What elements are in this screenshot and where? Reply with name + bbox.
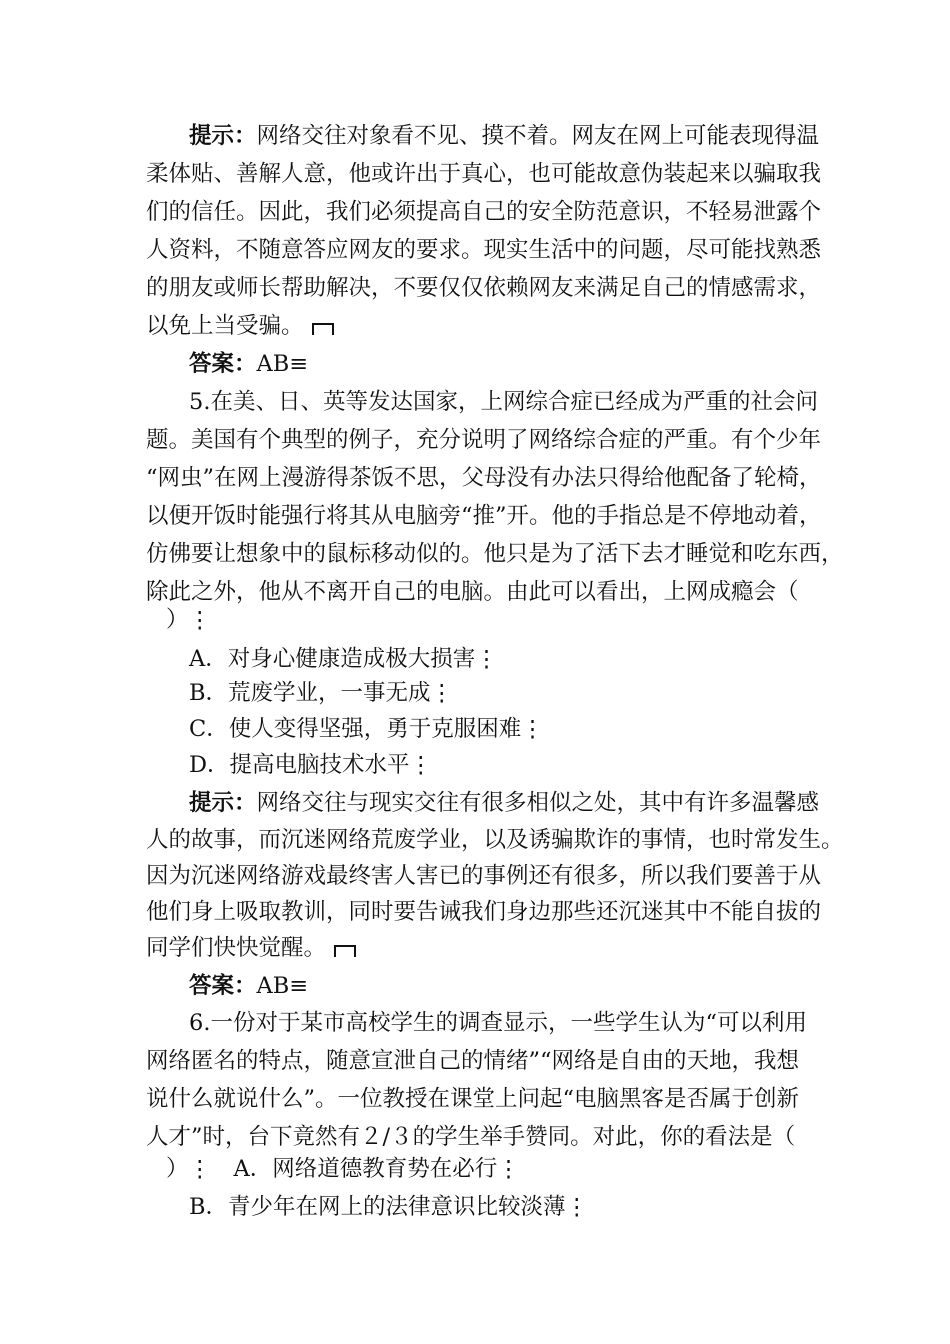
q5-option-b: B．荒废学业，一事无成⋮ <box>189 680 454 706</box>
answer2-value: AB≡ <box>256 973 309 999</box>
answer1-label: 答案： <box>189 351 257 377</box>
q5-line-7: ）⋮ <box>166 607 212 633</box>
paragraph-mark-icon <box>334 945 356 957</box>
q6-line-4: 人才”时，台下竟然有２/３的学生举手赞同。对此，你的看法是（ <box>146 1124 796 1150</box>
hint1-line-1: 提示：网络交往对象看不见、摸不着。网友在网上可能表现得温 <box>189 123 820 149</box>
q5-option-c: C．使人变得坚强，勇于克服困难⋮ <box>189 716 544 742</box>
hint1-line-2: 柔体贴、善解人意，他或许出于真心，也可能故意伪装起来以骗取我 <box>146 161 822 187</box>
q5-line-3: “网虫”在网上漫游得茶饭不思，父母没有办法只得给他配备了轮椅， <box>146 465 822 491</box>
paragraph-mark-icon <box>312 323 334 335</box>
hint1-label: 提示： <box>189 123 257 149</box>
q6-line-1: 6.一份对于某市高校学生的调查显示，一些学生认为“可以利用 <box>189 1010 807 1036</box>
answer1-value: AB≡ <box>256 351 309 377</box>
hint1-line-5: 的朋友或师长帮助解决，不要仅仅依赖网友来满足自己的情感需求， <box>146 275 822 301</box>
q6-line-2: 网络匿名的特点，随意宣泄自己的情绪”“网络是自由的天地，我想 <box>146 1048 800 1074</box>
q6-line-3: 说什么就说什么”。一位教授在课堂上问起“电脑黑客是否属于创新 <box>146 1086 800 1112</box>
hint1-line-6: 以免上当受骗。 <box>146 311 816 341</box>
hint2-line-2: 人的故事，而沉迷网络荒废学业，以及诱骗欺诈的事情，也时常发生。 <box>146 827 844 853</box>
q5-line-2: 题。美国有个典型的例子，充分说明了网络综合症的严重。有个少年 <box>146 427 822 453</box>
q5-line-4: 以便开饭时能强行将其从电脑旁“推”开。他的手指总是不停地动着， <box>146 503 822 529</box>
hint2-label: 提示： <box>189 790 257 816</box>
q5-line-6: 除此之外，他从不离开自己的电脑。由此可以看出，上网成瘾会（ <box>146 579 799 605</box>
q5-option-a: A．对身心健康造成极大损害⋮ <box>189 646 498 672</box>
hint1-line-3: 们的信任。因此，我们必须提高自己的安全防范意识，不轻易泄露个 <box>146 199 822 225</box>
hint1-line-4: 人资料，不随意答应网友的要求。现实生活中的问题，尽可能找熟悉 <box>146 237 822 263</box>
answer1-line <box>189 349 859 379</box>
q5-line-1: 5.在美、日、英等发达国家，上网综合症已经成为严重的社会问 <box>189 389 818 415</box>
hint2-line-4: 他们身上吸取教训，同时要告诫我们身边那些还沉迷其中不能自拔的 <box>146 899 822 925</box>
q5-line-5: 仿佛要让想象中的鼠标移动似的。他只是为了活下去才睡觉和吃东西， <box>146 541 844 567</box>
q6-line-5: ）⋮ A．网络道德教育势在必行⋮ <box>166 1156 520 1182</box>
q5-option-d: D．提高电脑技术水平⋮ <box>189 752 433 778</box>
hint2-line-3: 因为沉迷网络游戏最终害人害已的事例还有很多，所以我们要善于从 <box>146 863 822 889</box>
hint2-line-1: 提示：网络交往与现实交往有很多相似之处，其中有许多温馨感 <box>189 790 820 816</box>
q6-option-b: B．青少年在网上的法律意识比较淡薄⋮ <box>189 1194 589 1220</box>
answer2-label: 答案： <box>189 973 257 999</box>
answer2-line <box>189 971 859 1001</box>
hint2-line-5: 同学们快快觉醒。 <box>146 933 816 963</box>
